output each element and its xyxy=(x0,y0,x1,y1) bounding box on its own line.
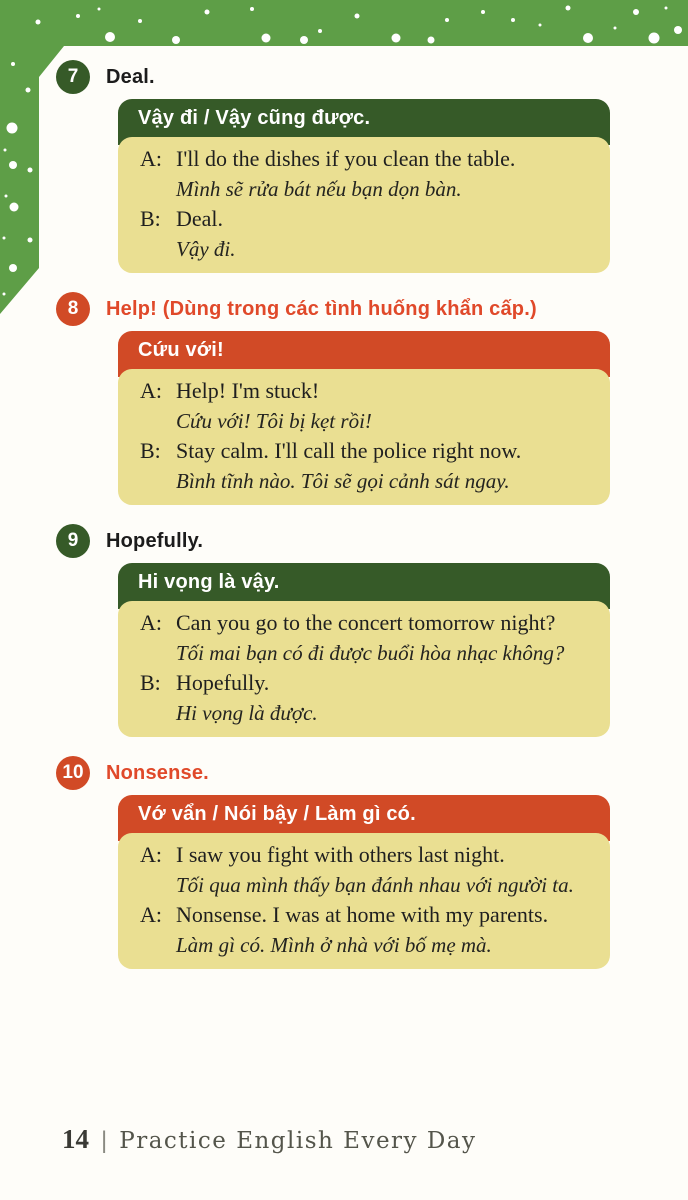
snow-dot xyxy=(10,203,19,212)
section-8 xyxy=(56,292,656,505)
section-9-heading xyxy=(56,524,656,558)
snow-dot xyxy=(392,34,401,43)
section-number-badge: 10 xyxy=(56,756,90,790)
snow-dot xyxy=(428,37,435,44)
snow-dot xyxy=(138,19,142,23)
snow-dot xyxy=(633,9,639,15)
section-8-heading xyxy=(56,292,656,326)
snow-dot xyxy=(481,10,485,14)
dialogue-en-text: Can you go to the concert tomorrow night? xyxy=(176,610,556,635)
section-number-badge: 8 xyxy=(56,292,90,326)
section-7 xyxy=(56,60,656,273)
snow-dot xyxy=(566,6,571,11)
dialogue-vi-text: Tối mai bạn có đi được buổi hòa nhạc không? xyxy=(176,641,565,665)
card-header-translation: Hi vọng là vậy. xyxy=(118,563,610,609)
card-header-translation: Vớ vẩn / Nói bậy / Làm gì có. xyxy=(118,795,610,841)
dialogue-card xyxy=(118,563,610,737)
snow-dot xyxy=(9,161,17,169)
dialogue-line-en xyxy=(140,900,600,930)
section-title: Hopefully. xyxy=(106,529,204,552)
snow-dot xyxy=(205,10,210,15)
snow-dot xyxy=(300,36,308,44)
dialogue-speaker: A: xyxy=(140,378,162,403)
dialogue-en-text: Hopefully. xyxy=(176,670,270,695)
snow-dot xyxy=(674,26,682,34)
dialogue-en-text: I'll do the dishes if you clean the table. xyxy=(176,146,516,171)
card-body xyxy=(118,833,610,969)
snow-dot xyxy=(172,36,180,44)
snow-dot xyxy=(318,29,322,33)
snow-dot xyxy=(250,7,254,11)
dialogue-en-text: Help! I'm stuck! xyxy=(176,378,320,403)
dialogue-vi-text: Cứu với! Tôi bị kẹt rồi! xyxy=(176,409,372,433)
dialogue-vi-text: Vậy đi. xyxy=(176,237,236,261)
dialogue-speaker: B: xyxy=(140,206,161,231)
section-title: Help! (Dùng trong các tình huống khẩn cấp.) xyxy=(106,297,537,320)
snow-dot xyxy=(28,238,33,243)
snow-dot xyxy=(76,14,80,18)
section-10-heading xyxy=(56,756,656,790)
snow-dot xyxy=(355,14,360,19)
dialogue-en-text: Nonsense. I was at home with my parents. xyxy=(176,902,549,927)
dialogue-en-text: I saw you fight with others last night. xyxy=(176,842,505,867)
snow-dot xyxy=(98,8,101,11)
snow-dot xyxy=(26,286,31,291)
footer-separator: | xyxy=(101,1127,108,1154)
section-10 xyxy=(56,756,656,969)
page-number: 14 xyxy=(62,1124,89,1154)
card-header-translation: Cứu với! xyxy=(118,331,610,377)
snow-dot xyxy=(105,32,115,42)
dialogue-speaker: B: xyxy=(140,438,161,463)
snow-dot xyxy=(3,293,6,296)
page-content xyxy=(56,60,656,988)
snow-dot xyxy=(511,18,515,22)
dialogue-en-text: Deal. xyxy=(176,206,224,231)
snow-dot xyxy=(649,33,660,44)
snow-dot xyxy=(665,7,668,10)
section-9 xyxy=(56,524,656,737)
snow-dot xyxy=(26,88,31,93)
dialogue-vi-text: Tối qua mình thấy bạn đánh nhau với người ta. xyxy=(176,873,574,897)
snow-dot xyxy=(445,18,449,22)
dialogue-speaker: A: xyxy=(140,146,162,171)
card-body xyxy=(118,137,610,273)
dialogue-vi-text: Hi vọng là được. xyxy=(176,701,318,725)
snow-dot xyxy=(5,195,8,198)
dialogue-speaker: A: xyxy=(140,902,162,927)
dialogue-card xyxy=(118,99,610,273)
snow-dot xyxy=(4,149,7,152)
dialogue-line-en xyxy=(140,668,600,698)
snow-dot xyxy=(3,237,6,240)
dialogue-card xyxy=(118,331,610,505)
dialogue-line-en xyxy=(140,436,600,466)
section-7-heading xyxy=(56,60,656,94)
snow-dot xyxy=(539,24,542,27)
book-title: Practice English Every Day xyxy=(119,1128,477,1154)
section-number-badge: 7 xyxy=(56,60,90,94)
card-body xyxy=(118,369,610,505)
snow-dot xyxy=(17,305,23,311)
snow-dot xyxy=(614,27,617,30)
dialogue-line-en xyxy=(140,840,600,870)
dialogue-line-en xyxy=(140,144,600,174)
dialogue-vi-text: Làm gì có. Mình ở nhà với bố mẹ mà. xyxy=(176,933,492,957)
snow-dot xyxy=(9,264,17,272)
section-title: Deal. xyxy=(106,65,155,88)
dialogue-vi-text: Bình tĩnh nào. Tôi sẽ gọi cảnh sát ngay. xyxy=(176,469,510,493)
dialogue-card xyxy=(118,795,610,969)
dialogue-line-en xyxy=(140,376,600,406)
dialogue-speaker: A: xyxy=(140,610,162,635)
page-footer xyxy=(62,1124,477,1155)
dialogue-speaker: A: xyxy=(140,842,162,867)
snow-dot xyxy=(36,20,41,25)
dialogue-speaker: B: xyxy=(140,670,161,695)
card-header-translation: Vậy đi / Vậy cũng được. xyxy=(118,99,610,145)
dialogue-en-text: Stay calm. I'll call the police right now. xyxy=(176,438,522,463)
dialogue-line-en xyxy=(140,608,600,638)
dialogue-vi-text: Mình sẽ rửa bát nếu bạn dọn bàn. xyxy=(176,177,462,201)
section-number-badge: 9 xyxy=(56,524,90,558)
snow-dot xyxy=(28,168,33,173)
snow-dot xyxy=(262,34,271,43)
card-body xyxy=(118,601,610,737)
dialogue-line-en xyxy=(140,204,600,234)
snow-dot xyxy=(32,308,36,312)
section-title: Nonsense. xyxy=(106,761,209,784)
snow-dot xyxy=(583,33,593,43)
snow-dot xyxy=(7,123,18,134)
snow-dot xyxy=(11,62,15,66)
